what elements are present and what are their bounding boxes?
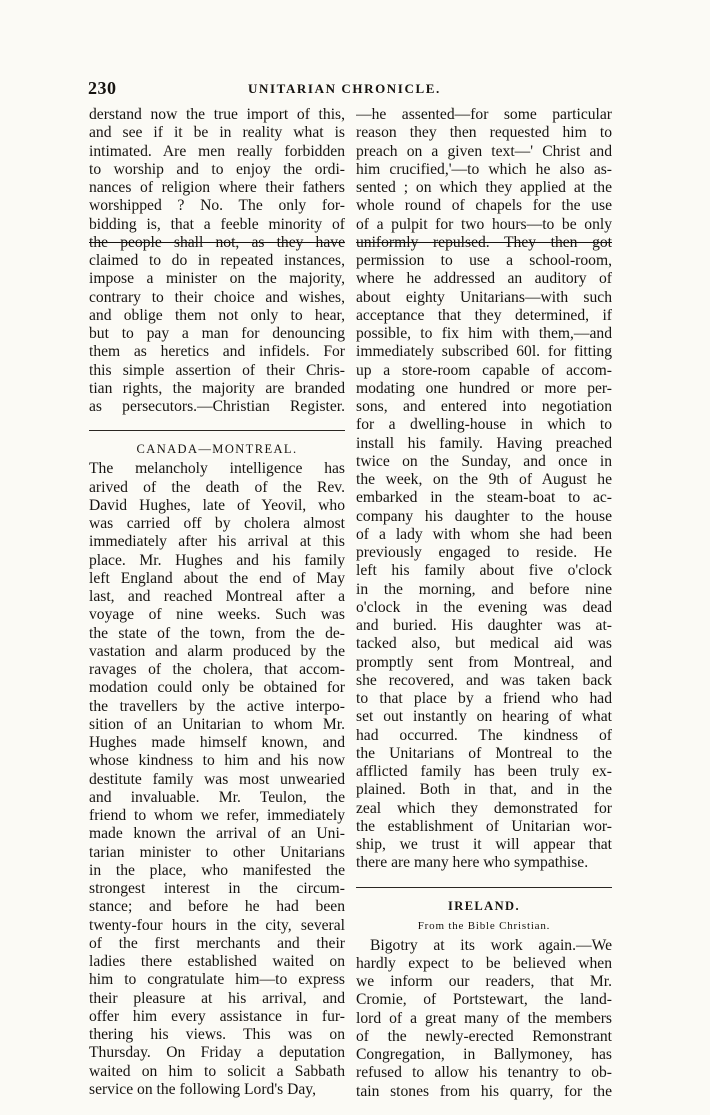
text-line: up a store-room capable of accom-	[356, 361, 612, 379]
text-line: friend to whom we refer, immediately	[89, 807, 345, 824]
article-canada-montreal	[89, 460, 345, 1099]
text-line: offer him every assistance in fur-	[89, 1007, 345, 1025]
section-heading-canada-montreal: CANADA—MONTREAL.	[136, 442, 298, 457]
text-line: him crucified,'—to which he also as-	[356, 160, 612, 178]
text-line: in the place, who manifested the	[89, 861, 345, 879]
text-line: and buried. His daughter was at-	[356, 617, 612, 634]
text-line: made known the arrival of an Uni-	[89, 825, 345, 843]
text-line: of the newly-erected Remonstrant	[356, 1027, 612, 1045]
running-title: UNITARIAN CHRONICLE.	[248, 81, 441, 96]
text-line: whose kindness to him and his now	[89, 752, 345, 770]
text-line: for a dwelling-house in which to	[356, 416, 612, 434]
text-line: Hughes made himself known, and	[89, 734, 345, 751]
text-line: preach on a given text—' Christ and	[356, 142, 612, 160]
text-line: install his family. Having preached	[356, 434, 612, 452]
section-heading-ireland: IRELAND.	[448, 898, 520, 913]
text-line: Congregation, in Ballymoney, has	[356, 1046, 612, 1063]
text-line: acceptance that they determined, if	[356, 306, 612, 324]
text-line: where he addressed an auditory of	[356, 270, 612, 288]
text-line: Thursday. On Friday a deputation	[89, 1044, 345, 1062]
text-line: reason they then requested him to	[356, 124, 612, 142]
section-divider	[89, 430, 345, 431]
text-line: and see if it be in reality what is	[89, 124, 345, 142]
right-column	[356, 106, 612, 1101]
text-line: nances of religion where their fathers	[89, 179, 345, 196]
text-line: twice on the Sunday, and once in	[356, 452, 612, 470]
text-line: tian rights, the majority are branded	[89, 379, 345, 397]
text-line: Bigotry at its work again.—We	[370, 936, 612, 954]
text-line: set out instantly on hearing of what	[356, 708, 612, 726]
text-line: and oblige them not only to hear,	[89, 306, 345, 324]
text-line: to that place by a friend who had	[356, 690, 612, 707]
text-line: impose a minister on the majority,	[89, 270, 345, 288]
text-line: she recovered, and was taken back	[356, 671, 612, 689]
text-line: the state of the town, from the de-	[89, 624, 345, 642]
text-line: immediately after his arrival at this	[89, 533, 345, 551]
source-attribution: From the Bible Christian.	[417, 919, 551, 932]
text-line: the people shall not, as they have	[89, 233, 345, 251]
text-line: we inform our readers, that Mr.	[356, 973, 612, 990]
text-line: contrary to their choice and wishes,	[89, 288, 345, 306]
text-line: immediately subscribed 60l. for fitting	[356, 343, 612, 361]
text-line: previously engaged to reside. He	[356, 544, 612, 561]
text-line: the week, on the 9th of August he	[356, 471, 612, 488]
text-line: ship, we trust it will appear that	[356, 836, 612, 853]
text-line: thering his views. This was on	[89, 1026, 345, 1043]
text-line: zeal which they demonstrated for	[356, 799, 612, 817]
text-line: Cromie, of Portstewart, the land-	[356, 991, 612, 1009]
text-line: bidding is, that a feeble minority of	[89, 215, 345, 233]
text-line: them as heretics and infidels. For	[89, 343, 345, 361]
text-line: left his family about five o'clock	[356, 562, 612, 580]
text-line: place. Mr. Hughes and his family	[89, 551, 345, 569]
text-line: modation could only be obtained for	[89, 679, 345, 697]
text-line: this simple assertion of their Chris-	[89, 361, 345, 379]
text-line: of a pulpit for two hours—to be only	[356, 215, 612, 233]
text-line: him to congratulate him—to express	[89, 971, 345, 989]
text-line: derstand now the true import of this,	[89, 106, 345, 123]
text-line: embarked in the steam-boat to ac-	[356, 489, 612, 507]
text-line: tarian minister to other Unitarians	[89, 843, 345, 861]
text-line: o'clock in the evening was dead	[356, 598, 612, 616]
text-line: plained. Both in that, and in the	[356, 781, 612, 799]
text-line: their pleasure at his arrival, and	[89, 989, 345, 1007]
text-line: possible, to fix him with them,—and	[356, 325, 612, 342]
text-line: strongest interest in the circum-	[89, 880, 345, 897]
text-line: The melancholy intelligence has	[89, 460, 345, 478]
text-line: in the morning, and before nine	[356, 580, 612, 598]
text-line: the travellers by the active interpo-	[89, 697, 345, 715]
text-line: —he assented—for some particular	[356, 106, 612, 123]
text-line: ravages of the cholera, that accom-	[89, 661, 345, 678]
text-line: of a lady with whom she had been	[356, 525, 612, 543]
left-column	[89, 106, 345, 1099]
text-line: of the first merchants and their	[89, 934, 345, 952]
text-line: there are many here who sympathise.	[356, 854, 589, 872]
text-line: afflicted family has been truly ex-	[356, 763, 612, 780]
page-header	[88, 78, 618, 102]
text-line: refused to allow his tenantry to ob-	[356, 1064, 612, 1082]
text-line: tacked also, but medical aid was	[356, 635, 612, 653]
text-line: had occurred. The kindness of	[356, 726, 612, 744]
article-ireland	[356, 937, 612, 1101]
text-line: modating one hundred or more per-	[356, 379, 612, 397]
text-line: arived of the death of the Rev.	[89, 478, 345, 496]
text-line: to worship and to enjoy the ordi-	[89, 160, 345, 178]
text-line: sition of an Unitarian to whom Mr.	[89, 715, 345, 733]
section-divider	[356, 887, 612, 888]
article-continuation	[89, 106, 345, 416]
text-line: as persecutors.—Christian Register.	[89, 398, 345, 415]
text-line: twenty-four hours in the city, several	[89, 916, 345, 934]
text-line: company his daughter to the house	[356, 507, 612, 525]
text-line: last, and reached Montreal after a	[89, 588, 345, 605]
text-line: David Hughes, late of Yeovil, who	[89, 496, 345, 514]
text-line: worshipped ? No. The only for-	[89, 197, 345, 215]
text-line: left England about the end of May	[89, 569, 345, 587]
text-line: voyage of nine weeks. Such was	[89, 606, 345, 624]
text-line: intimated. Are men really forbidden	[89, 142, 345, 160]
text-line: service on the following Lord's Day,	[89, 1080, 316, 1098]
text-line: the establishment of Unitarian wor-	[356, 817, 612, 835]
text-line: but to pay a man for denouncing	[89, 325, 345, 342]
text-line: ladies there established waited on	[89, 953, 345, 970]
text-line: lord of a great many of the members	[356, 1009, 612, 1027]
text-line: whole round of chapels for the use	[356, 197, 612, 215]
text-line: sons, and entered into negotiation	[356, 398, 612, 415]
text-line: tain stones from his quarry, for the	[356, 1082, 612, 1100]
text-line: was carried off by cholera almost	[89, 515, 345, 532]
text-line: promptly sent from Montreal, and	[356, 653, 612, 671]
text-line: vastation and alarm produced by the	[89, 642, 345, 660]
page-number: 230	[88, 78, 117, 98]
text-line: about eighty Unitarians—with such	[356, 288, 612, 306]
text-line: hardly expect to be believed when	[356, 954, 612, 972]
text-line: the Unitarians of Montreal to the	[356, 744, 612, 762]
text-line: stance; and before he had been	[89, 898, 345, 916]
text-line: destitute family was most unwearied	[89, 770, 345, 788]
text-line: waited on him to solicit a Sabbath	[89, 1062, 345, 1080]
text-line: sented ; on which they applied at the	[356, 179, 612, 196]
article-canada-montreal-continued	[356, 106, 612, 873]
text-line: and invaluable. Mr. Teulon, the	[89, 788, 345, 806]
text-line: uniformly repulsed. They then got	[356, 233, 612, 251]
text-line: claimed to do in repeated instances,	[89, 252, 345, 269]
text-line: permission to use a school-room,	[356, 252, 612, 269]
